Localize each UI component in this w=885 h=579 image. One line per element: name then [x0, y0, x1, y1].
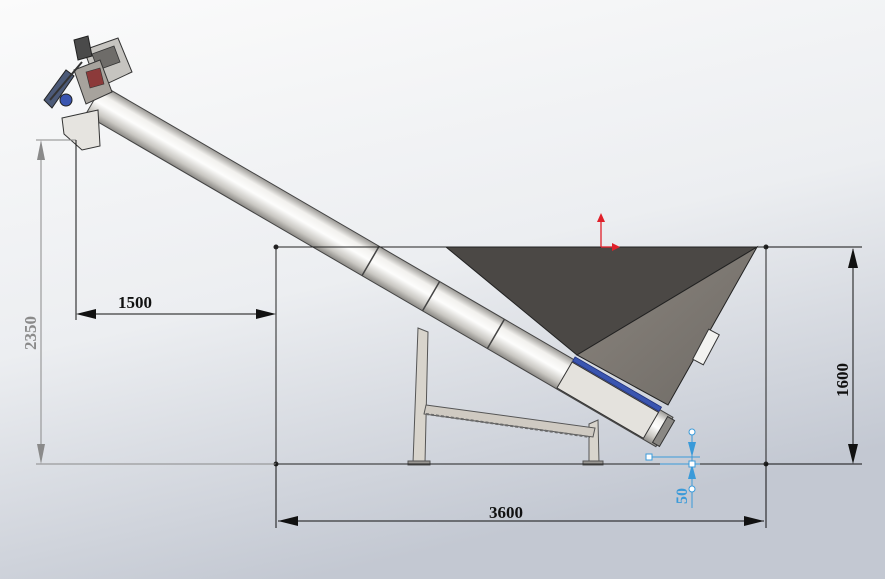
- dim-50-handle-top[interactable]: [689, 429, 695, 435]
- dim-50-grip-right[interactable]: [689, 461, 695, 467]
- bearing-blue: [60, 94, 72, 106]
- ref-point-tl: [274, 245, 278, 249]
- dimension-2350-label[interactable]: 2350: [21, 316, 40, 350]
- dim-50-grip-left[interactable]: [646, 454, 652, 460]
- support-leg-right: [589, 420, 599, 463]
- dimension-50-label[interactable]: 50: [674, 488, 691, 504]
- dimension-3600-label[interactable]: 3600: [489, 503, 523, 522]
- dimension-1500-label[interactable]: 1500: [118, 293, 152, 312]
- dimension-1600-label[interactable]: 1600: [833, 363, 852, 397]
